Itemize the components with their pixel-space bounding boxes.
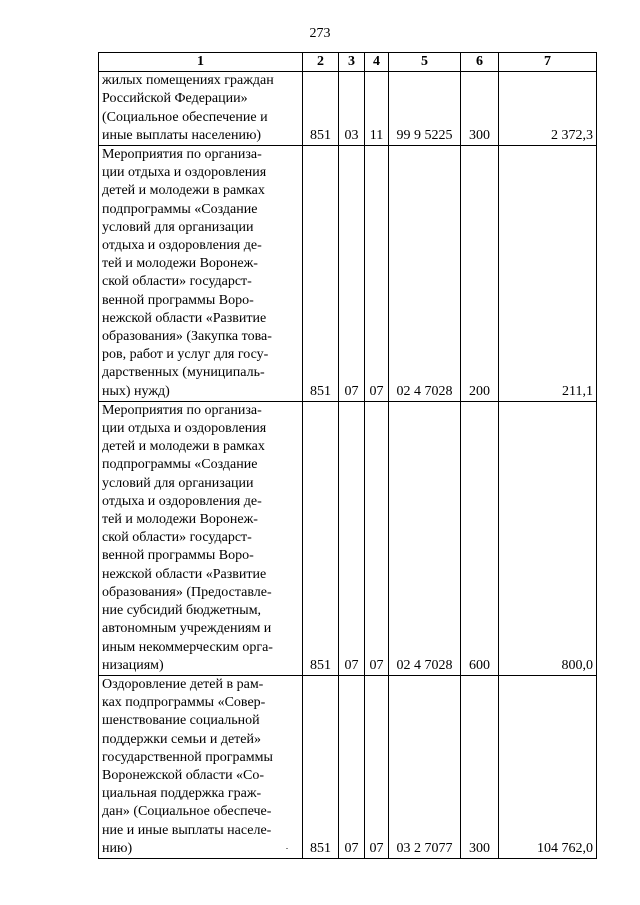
description-line: подпрограммы «Создание (102, 457, 258, 473)
description-line: тей и молодежи Воронеж- (102, 512, 258, 528)
target-article-cell: 02 4 7028 (389, 401, 461, 675)
expense-type-cell: 200 (461, 146, 499, 402)
column-header-1: 1 (99, 53, 303, 72)
description-line: ской области» государст- (102, 530, 252, 546)
column-header-6: 6 (461, 53, 499, 72)
description-line: условий для организации (102, 219, 254, 235)
column-header-3: 3 (339, 53, 365, 72)
expense-type-cell: 300 (461, 72, 499, 146)
description-line: нежской области «Развитие (102, 310, 267, 326)
column-header-5: 5 (389, 53, 461, 72)
target-article-cell: 02 4 7028 (389, 146, 461, 402)
target-article-cell: 03 2 7077 (389, 675, 461, 858)
description-line: ции отдыха и оздоровления (102, 421, 267, 437)
description-line: (Социальное обеспечение и (102, 109, 268, 125)
description-line: ках подпрограммы «Совер- (102, 695, 266, 711)
description-line: дан» (Социальное обеспече- (102, 804, 272, 820)
description-line: ных) нужд) (102, 383, 170, 399)
description-line: автономным учреждениям и (102, 621, 272, 637)
description-line: условий для организации (102, 475, 254, 491)
table-row (99, 401, 597, 675)
subsection-cell: 07 (365, 675, 389, 858)
description-line: детей и молодежи в рамках (102, 439, 265, 455)
description-line: нежской области «Развитие (102, 566, 267, 582)
description-line: ние субсидий бюджетным, (102, 603, 262, 619)
description-line: Мероприятия по организа- (102, 402, 262, 418)
description-line: подпрограммы «Создание (102, 201, 258, 217)
description-line: нию) (102, 840, 133, 856)
description-line: поддержки семьи и детей» (102, 731, 262, 747)
description-line: ние и иные выплаты населе- (102, 822, 272, 838)
target-article-cell: 99 9 5225 (389, 72, 461, 146)
footer-mark (286, 848, 288, 849)
description-line: ской области» государст- (102, 274, 252, 290)
section-cell: 07 (339, 146, 365, 402)
description-cell (99, 401, 303, 675)
description-line: ции отдыха и оздоровления (102, 165, 267, 181)
column-header-7: 7 (499, 53, 597, 72)
description-line: Оздоровление детей в рам- (102, 676, 264, 692)
amount-cell: 104 762,0 (499, 675, 597, 858)
column-header-2: 2 (303, 53, 339, 72)
section-cell: 07 (339, 401, 365, 675)
budget-code-cell: 851 (303, 72, 339, 146)
description-line: отдыха и оздоровления де- (102, 238, 262, 254)
expense-type-cell: 600 (461, 401, 499, 675)
description-line: дарственных (муниципаль- (102, 365, 265, 381)
description-cell (99, 146, 303, 402)
budget-code-cell: 851 (303, 401, 339, 675)
description-line: ров, работ и услуг для госу- (102, 347, 269, 363)
budget-code-cell: 851 (303, 675, 339, 858)
description-line: жилых помещениях граждан (102, 73, 274, 89)
description-cell (99, 675, 303, 858)
description-line: низациям) (102, 657, 164, 673)
amount-cell: 800,0 (499, 401, 597, 675)
expense-type-cell: 300 (461, 675, 499, 858)
description-line: Мероприятия по организа- (102, 147, 262, 163)
description-line: образования» (Предоставле- (102, 584, 272, 600)
amount-cell: 211,1 (499, 146, 597, 402)
column-header-4: 4 (365, 53, 389, 72)
subsection-cell: 07 (365, 401, 389, 675)
description-line: иные выплаты населению) (102, 127, 262, 143)
description-line: детей и молодежи в рамках (102, 183, 265, 199)
description-line: образования» (Закупка това- (102, 329, 272, 345)
section-cell: 07 (339, 675, 365, 858)
page-number: 273 (309, 26, 331, 41)
description-line: шенствование социальной (102, 713, 260, 729)
subsection-cell: 07 (365, 146, 389, 402)
description-line: отдыха и оздоровления де- (102, 493, 262, 509)
description-line: Воронежской области «Со- (102, 767, 265, 783)
description-line: тей и молодежи Воронеж- (102, 256, 258, 272)
description-cell (99, 72, 303, 146)
section-cell: 03 (339, 72, 365, 146)
description-line: венной программы Воро- (102, 548, 254, 564)
subsection-cell: 11 (365, 72, 389, 146)
amount-cell: 2 372,3 (499, 72, 597, 146)
table-row (99, 72, 597, 146)
table-header-row (99, 53, 597, 72)
budget-code-cell: 851 (303, 146, 339, 402)
table-row (99, 675, 597, 858)
description-line: Российской Федерации» (102, 91, 248, 107)
table-row (99, 146, 597, 402)
budget-table (98, 52, 597, 859)
description-line: государственной программы (102, 749, 273, 765)
description-line: циальная поддержка граж- (102, 786, 262, 802)
description-line: венной программы Воро- (102, 292, 254, 308)
table-body (99, 72, 597, 859)
description-line: иным некоммерческим орга- (102, 639, 273, 655)
